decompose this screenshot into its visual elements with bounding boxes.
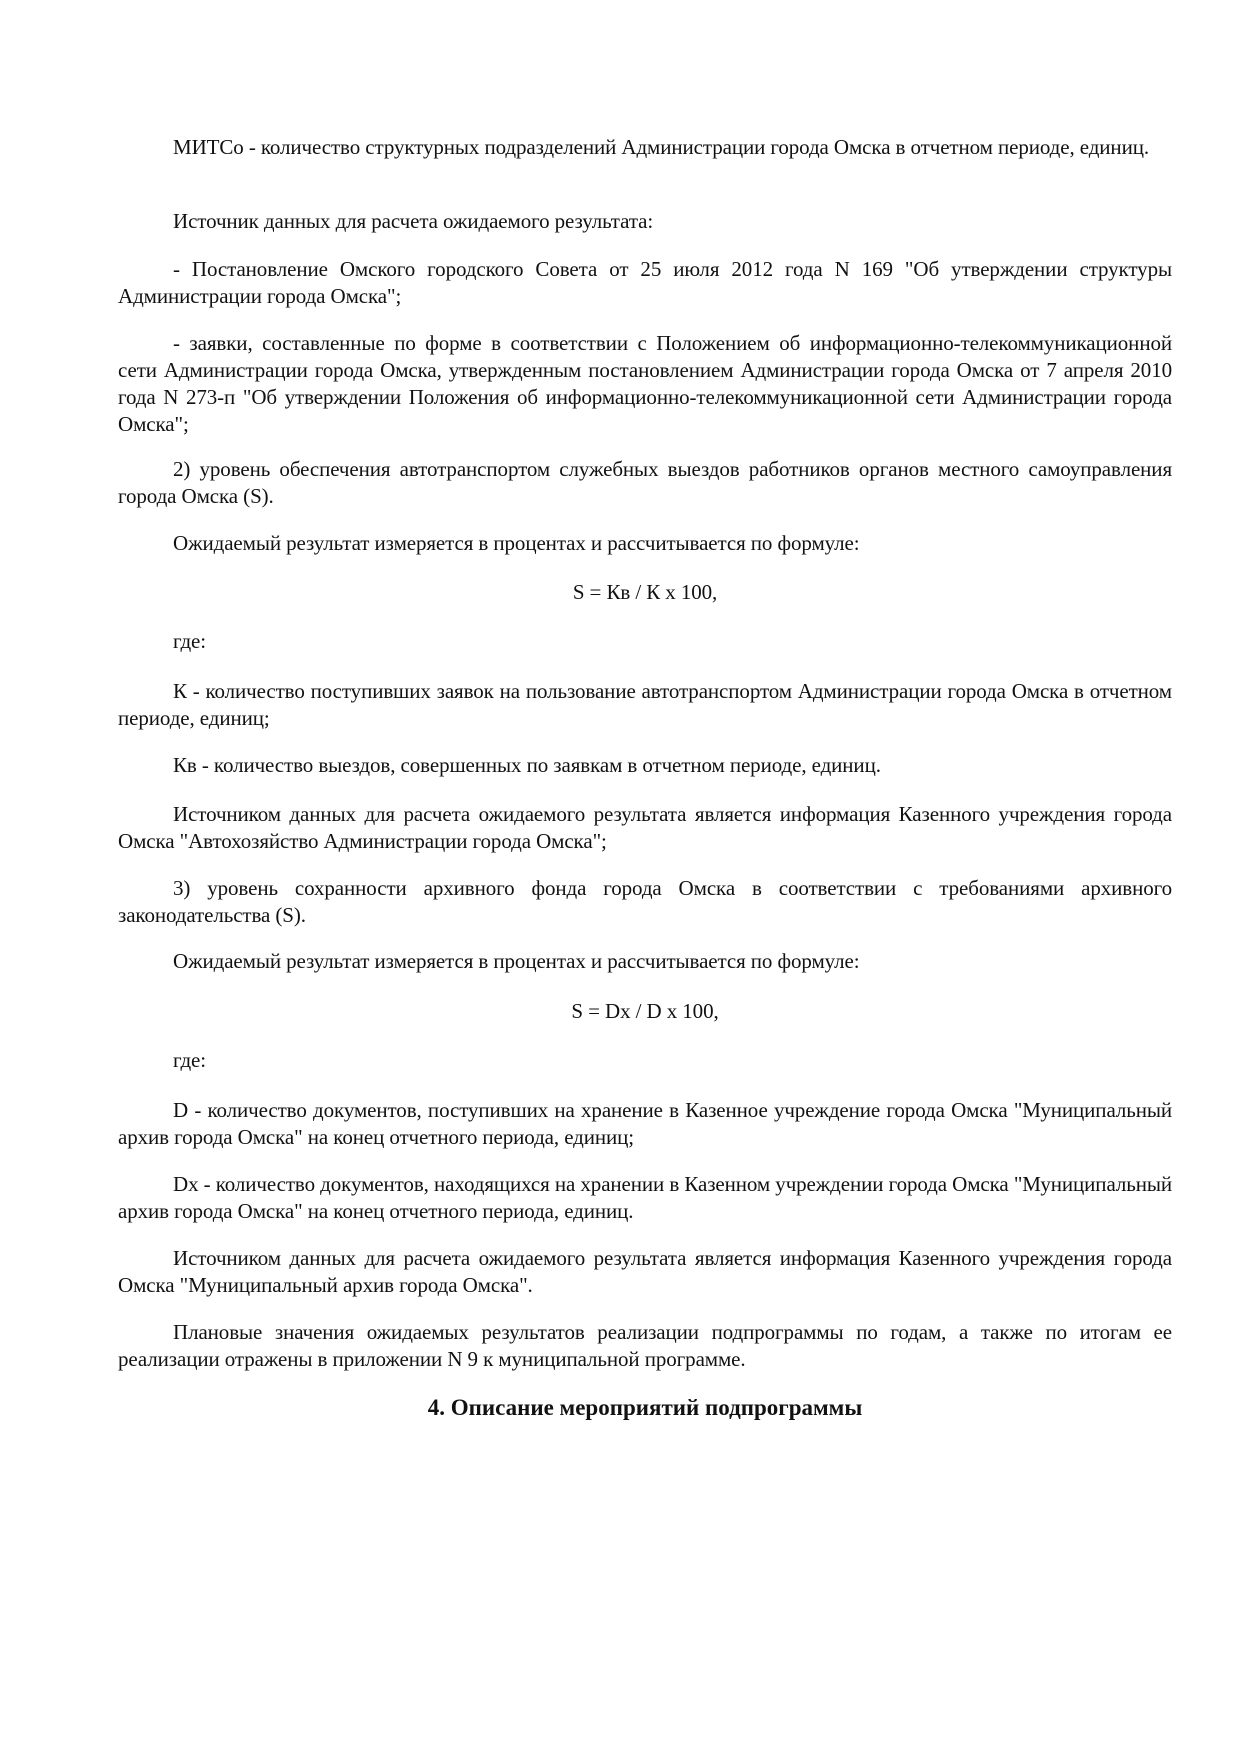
formula-archive: S = Dx / D x 100, [571,999,719,1023]
paragraph-formula-intro-2: Ожидаемый результат измеряется в процентах и рассчитывается по формуле: [173,949,860,973]
formula-transport: S = Кв / К x 100, [572,580,718,604]
paragraph-source-resolution-169: - Постановление Омского городского Совета от 25 июля 2012 года N 169 "Об утверждении структуры Администрации города Омска"; [118,257,1172,308]
paragraph-indicator-transport: 2) уровень обеспечения автотранспортом служебных выездов работников органов местного самоуправления города Омска (S). [118,457,1172,508]
paragraph-kv-definition: Кв - количество выездов, совершенных по заявкам в отчетном периоде, единиц. [173,753,881,777]
paragraph-k-definition: К - количество поступивших заявок на пользование автотранспортом Администрации города Омска в отчетном периоде, единиц; [118,679,1172,730]
paragraph-where-1: где: [173,629,207,653]
paragraph-formula-intro-1: Ожидаемый результат измеряется в процентах и рассчитывается по формуле: [173,531,860,555]
paragraph-source-autohozyaystvo: Источником данных для расчета ожидаемого результата является информация Казенного учреждения города Омска "Автохозяйство Администрации города Омска"; [118,802,1172,853]
paragraph-d-definition: D - количество документов, поступивших на хранение в Казенное учреждение города Омска "Муниципальный архив города Омска" на конец отчетного периода, единиц; [118,1098,1172,1149]
paragraph-mitso-definition: МИТСо - количество структурных подразделений Администрации города Омска в отчетном периоде, единиц. [173,135,1149,159]
paragraph-indicator-archive: 3) уровень сохранности архивного фонда города Омска в соответствии с требованиями архивного законодательства (S). [118,876,1172,927]
paragraph-source-requests: - заявки, составленные по форме в соответствии с Положением об информационно-телекоммуникационной сети Администрации города Омска, утвержденным постановлением Администрации города Омска от 7 апреля 2010 года N 273-п "Об утверждении Положения об информационно-телекоммуникационной сети Администрации города Омска"; [118,331,1172,436]
paragraph-source-archive: Источником данных для расчета ожидаемого результата является информация Казенного учреждения города Омска "Муниципальный архив города Омска". [118,1246,1172,1297]
paragraph-data-source-heading: Источник данных для расчета ожидаемого результата: [173,209,654,233]
section-heading: 4. Описание мероприятий подпрограммы [427,1395,863,1420]
paragraph-dx-definition: Dx - количество документов, находящихся на хранении в Казенном учреждении города Омска "Муниципальный архив города Омска" на конец отчетного периода, единиц. [118,1172,1172,1223]
paragraph-where-2: где: [173,1048,207,1072]
paragraph-planned-values: Плановые значения ожидаемых результатов реализации подпрограммы по годам, а также по итогам ее реализации отражены в приложении N 9 к муниципальной программе. [118,1320,1172,1371]
